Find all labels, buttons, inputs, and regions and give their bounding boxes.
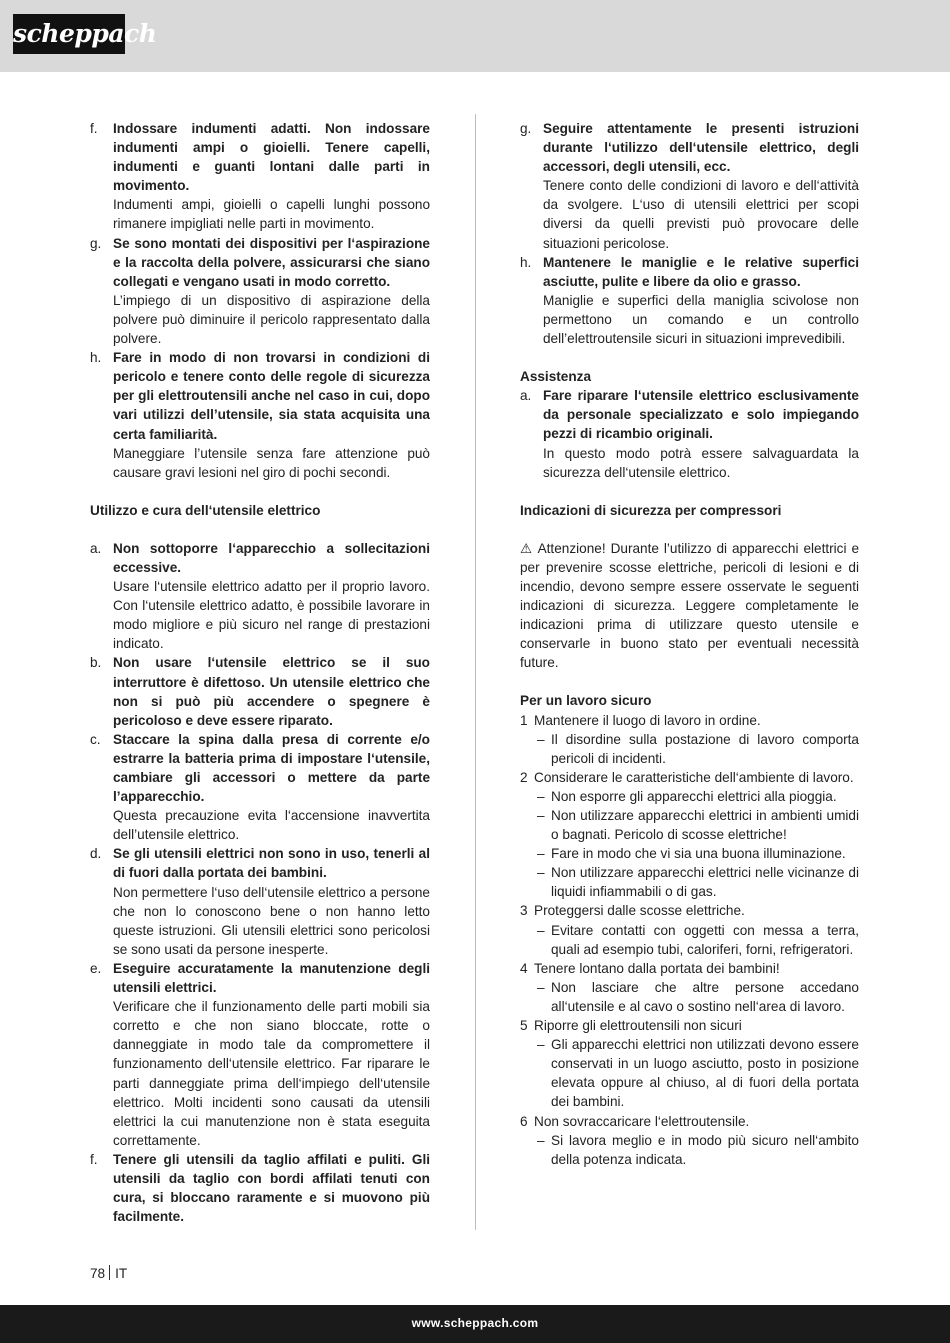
list-item (90, 234, 430, 349)
item-label: c. (90, 731, 101, 747)
item-bold-text: Indossare indumenti adatti. Non indossare indumenti ampi o gioielli. Tenere capelli, indumenti e guanti lontani dalle parti in movimento. (113, 121, 430, 194)
dash-marker: – (537, 979, 545, 995)
item-label: b. (90, 655, 102, 671)
page-number-value: 78 (90, 1266, 106, 1281)
item-bold-text: Fare riparare l‘utensile elettrico esclusivamente da personale specializzato e solo impiegando pezzi di ricambio originali. (543, 388, 859, 442)
language-code: IT (115, 1266, 128, 1281)
sub-item-text: Fare in modo che vi sia una buona illuminazione. (551, 846, 846, 862)
numbered-item (520, 1112, 859, 1131)
section-heading-tool-use: Utilizzo e cura dell‘utensile elettrico (90, 502, 321, 518)
dash-marker: – (537, 1132, 545, 1148)
list-item (520, 386, 859, 481)
dash-marker: – (537, 846, 545, 862)
left-column (90, 119, 430, 1226)
warning-label: Attenzione! (537, 540, 606, 556)
tool-use-list (90, 539, 430, 1226)
item-label: f. (90, 1151, 98, 1167)
number-label: 1 (520, 712, 528, 728)
numbered-item (520, 768, 859, 787)
item-label: g. (520, 121, 532, 136)
item-bold-text: Mantenere le maniglie e le relative superfici asciutte, pulite e libere da olio e grasso. (543, 254, 859, 289)
item-text: Maneggiare l’utensile senza fare attenzione può causare gravi lesioni nel giro di pochi secondi. (113, 445, 430, 480)
list-item (90, 844, 430, 959)
sub-item-text: Non lasciare che altre persone accedano all‘utensile e al cavo o sostino nell‘area di lavoro. (551, 979, 859, 1014)
numbered-item-text: Riporre gli elettroutensili non sicuri (534, 1018, 742, 1034)
numbered-item-text: Tenere lontano dalla portata dei bambini! (534, 960, 780, 976)
section-heading-compressor: Indicazioni di sicurezza per compressori (520, 502, 782, 518)
item-label: a. (520, 388, 532, 404)
sub-item (520, 1035, 859, 1111)
item-bold-text: Seguire attentamente le presenti istruzioni durante l‘utilizzo dell‘utensile elettrico, degli accessori, degli utensili, ecc. (543, 121, 859, 175)
dash-marker: – (537, 1037, 545, 1053)
item-bold-text: Se gli utensili elettrici non sono in uso, tenerli al di fuori dalla portata dei bambini. (113, 846, 430, 881)
item-bold-text: Fare in modo di non trovarsi in condizioni di pericolo e tenere conto delle regole di sicurezza per gli elettroutensili anche nel caso in cui, dopo vari utilizzi dell’utensile, sia stata acquisita una certa familiarità. (113, 350, 430, 442)
item-label: e. (90, 960, 102, 976)
item-text: Questa precauzione evita l‘accensione inavvertita dell’utensile elettrico. (113, 808, 430, 843)
item-text: Usare l‘utensile elettrico adatto per il proprio lavoro. Con l‘utensile elettrico adatto, è possibile lavorare in modo migliore e più sicuro nel range di prestazioni indicato. (113, 579, 430, 652)
section-heading-service: Assistenza (520, 369, 592, 385)
number-label: 4 (520, 960, 528, 976)
sub-item-text: Si lavora meglio e in modo più sicuro nell‘ambito della potenza indicata. (551, 1132, 859, 1167)
page-header (0, 0, 950, 72)
item-label: d. (90, 846, 102, 862)
item-text: Indumenti ampi, gioielli o capelli lunghi possono rimanere impigliati nelle parti in movimento. (113, 197, 430, 232)
sub-item (520, 921, 859, 959)
list-item (520, 253, 859, 348)
service-list (520, 386, 859, 481)
item-bold-text: Staccare la spina dalla presa di corrente e/o estrarre la batteria prima di impostare l‘utensile, cambiare gli accessori o mettere da parte l’apparecchio. (113, 731, 430, 805)
number-label: 3 (520, 903, 528, 919)
sub-item (520, 806, 859, 844)
warning-icon: ⚠ (520, 540, 534, 556)
numbered-item-text: Non sovraccaricare l‘elettroutensile. (534, 1113, 750, 1129)
item-text: Maniglie e superfici della maniglia scivolose non permettono un comando e un controllo dell’elettroutensile sicuri in situazioni imprevedibili. (543, 292, 859, 347)
sub-item-text: Gli apparecchi elettrici non utilizzati devono essere conservati in un luogo asciutto, posto in posizione elevata oppure al chiuso, al di fuori della portata dei bambini. (551, 1037, 859, 1110)
list-item (90, 348, 430, 482)
sub-item (520, 730, 859, 768)
item-bold-text: Non sottoporre l‘apparecchio a sollecitazioni eccessive. (113, 540, 430, 575)
numbered-item (520, 959, 859, 978)
warning-paragraph (520, 539, 859, 673)
list-item (90, 1150, 430, 1226)
list-item (90, 959, 430, 1150)
warning-text: Durante l’utilizzo di apparecchi elettrici e per prevenire scosse elettriche, pericoli di lesioni e di incendio, devono sempre essere osservate le seguenti indicazioni di sicurezza. Leggere completamente le indicazioni prima di utilizzare questo utensile e conservarle in buono stato per eventuali necessità future. (520, 540, 860, 671)
right-column (520, 119, 859, 1169)
list-item (520, 119, 859, 253)
column-divider (475, 114, 476, 1230)
sub-item (520, 1131, 859, 1169)
safe-work-list (520, 711, 859, 1169)
item-bold-text: Eseguire accuratamente la manutenzione degli utensili elettrici. (113, 960, 430, 996)
brand-logo: scheppach (13, 14, 125, 54)
item-text: In questo modo potrà essere salvaguardata la sicurezza dell‘utensile elettrico. (543, 445, 859, 480)
page-footer (0, 1305, 950, 1343)
sub-item (520, 978, 859, 1016)
sub-item (520, 844, 859, 863)
numbered-item-text: Proteggersi dalle scosse elettriche. (534, 903, 745, 919)
item-label: h. (90, 350, 102, 366)
item-text: L’impiego di un dispositivo di aspirazione della polvere può diminuire il pericolo rappresentato dalla polvere. (113, 292, 430, 347)
left-safety-list (90, 119, 430, 482)
item-bold-text: Se sono montati dei dispositivi per l‘aspirazione e la raccolta della polvere, assicurarsi che siano collegati e vengano usati in modo corretto. (113, 235, 430, 289)
numbered-item (520, 1016, 859, 1035)
page-separator (109, 1265, 110, 1280)
item-text: Tenere conto delle condizioni di lavoro e dell‘attività da svolgere. L‘uso di utensili elettrici per scopi diversi da quelli previsti può provocare delle situazioni pericolose. (543, 178, 859, 251)
item-text: Verificare che il funzionamento delle parti mobili sia corretto e che non siano bloccate, rotte o danneggiate in modo tale da compromettere il funzionamento dell‘utensile elettrico. Far riparare le parti danneggiate prima dell‘impiego dell‘utensile elettrico. Molti incidenti sono causati da utensili elettrici la cui manutenzione non è stata eseguita correttamente. (113, 999, 430, 1148)
sub-item-text: Non utilizzare apparecchi elettrici in ambienti umidi o bagnati. Pericolo di scosse elettriche! (551, 808, 859, 843)
number-label: 2 (520, 769, 528, 785)
item-bold-text: Non usare l‘utensile elettrico se il suo interruttore è difettoso. Un utensile elettrico che non si può più accendere o spegnere è pericoloso e deve essere riparato. (113, 655, 430, 728)
sub-item (520, 787, 859, 806)
item-label: f. (90, 121, 98, 136)
numbered-item-text: Mantenere il luogo di lavoro in ordine. (534, 712, 761, 728)
sub-item-text: Non utilizzare apparecchi elettrici nelle vicinanze di liquidi infiammabili o di gas. (551, 865, 859, 900)
numbered-item (520, 901, 859, 920)
item-label: a. (90, 540, 102, 556)
website-url: www.scheppach.com (411, 1316, 539, 1330)
numbered-item-text: Considerare le caratteristiche dell‘ambiente di lavoro. (534, 769, 854, 785)
sub-item-text: Evitare contatti con oggetti con messa a terra, quali ad esempio tubi, caloriferi, forni, refrigeratori. (551, 922, 859, 957)
item-bold-text: Tenere gli utensili da taglio affilati e puliti. Gli utensili da taglio con bordi affilati tenuti con cura, si bloccano raramente e si muovono più facilmente. (113, 1151, 430, 1225)
section-heading-safe-work: Per un lavoro sicuro (520, 693, 652, 709)
item-text: Non permettere l‘uso dell‘utensile elettrico a persone che non lo conoscono bene o non hanno letto queste istruzioni. Gli utensili elettrici sono pericolosi se sono usati da persone inesperte. (113, 884, 430, 957)
numbered-item (520, 711, 859, 730)
dash-marker: – (537, 865, 545, 881)
list-item (90, 653, 430, 729)
sub-item-text: Non esporre gli apparecchi elettrici alla pioggia. (551, 788, 837, 804)
number-label: 5 (520, 1018, 528, 1034)
dash-marker: – (537, 788, 545, 804)
dash-marker: – (537, 808, 545, 823)
right-safety-list (520, 119, 859, 348)
number-label: 6 (520, 1113, 528, 1129)
list-item (90, 539, 430, 654)
sub-item (520, 863, 859, 901)
dash-marker: – (537, 731, 545, 747)
page-number (90, 1265, 127, 1281)
list-item (90, 119, 430, 234)
item-label: g. (90, 235, 102, 251)
item-label: h. (520, 254, 532, 270)
sub-item-text: Il disordine sulla postazione di lavoro comporta pericoli di incidenti. (551, 731, 859, 766)
dash-marker: – (537, 922, 545, 938)
list-item (90, 730, 430, 845)
